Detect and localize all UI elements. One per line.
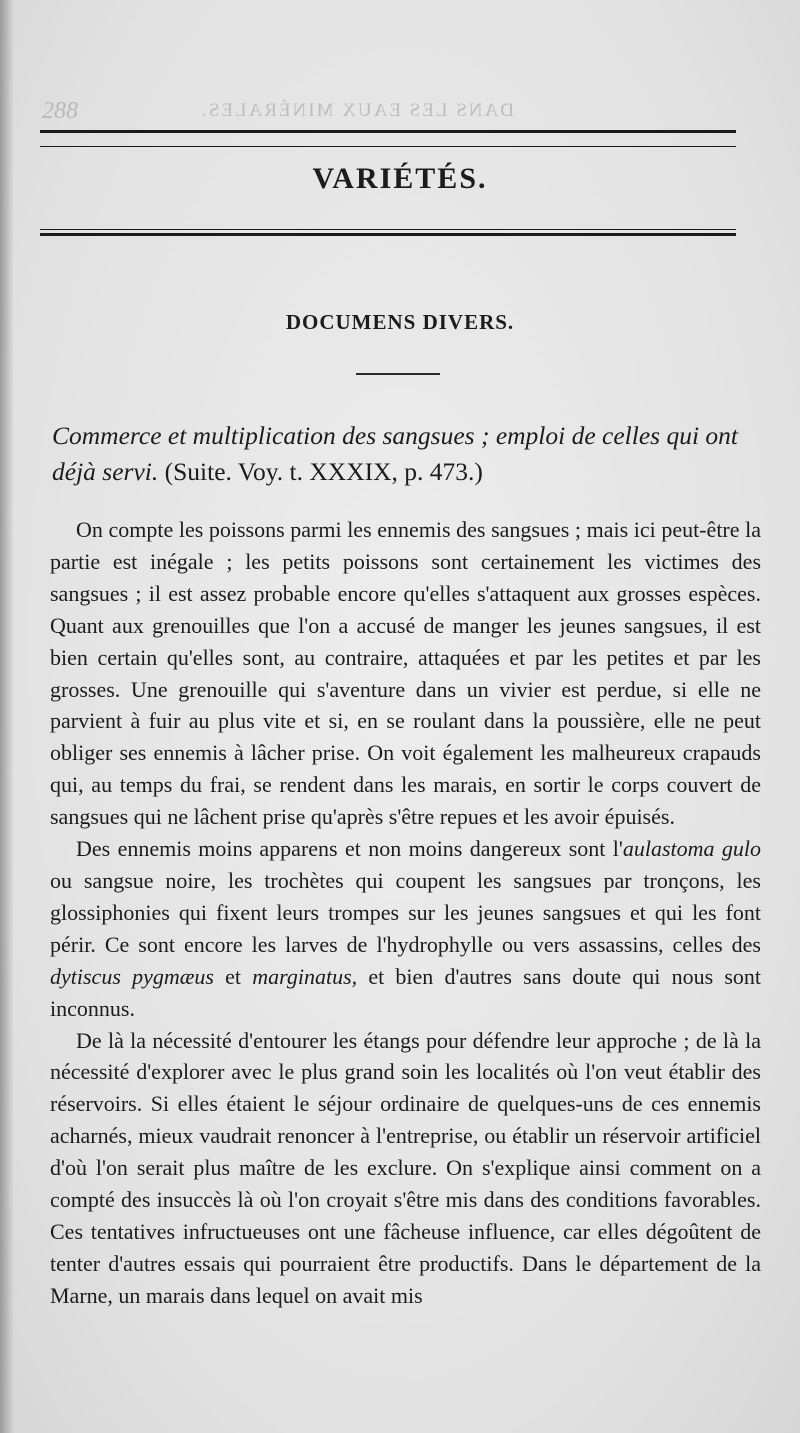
- article-title-italic: Commerce et multiplication des sangsues ; emploi de celles qui ont déjà servi.: [52, 421, 739, 486]
- paragraph-1-text: On compte les poissons parmi les ennemis des sangsues ; mais ici peut-être la partie est inégale ; les petits poissons sont certainement les victimes des sangsues ; il est assez probable encore qu'elles s'attaquent aux grosses espèces. Quant aux grenouilles que l'on a accusé de manger les jeunes sangsues, il est bien certain qu'elles sont, au contraire, attaquées et par les petites et par les grosses. Une grenouille qui s'aventure dans un vivier est perdue, si elle ne parvient à fuir au plus vite et si, en se roulant dans la poussière, elle ne peut obliger ses ennemis à lâcher prise. On voit également les malheureux crapauds qui, au temps du frai, se rendent dans les marais, en sortir le corps couvert de sangsues qui ne lâchent prise qu'après s'être repues et les avoir épuisés.: [50, 517, 761, 830]
- page-edge-shadow: [0, 0, 14, 1433]
- subsection-title: DOCUMENS DIVERS.: [285, 310, 515, 334]
- species-aulastoma: aulastoma gulo: [622, 836, 761, 862]
- page-number: 288: [42, 98, 78, 124]
- paragraph-3: [50, 1025, 761, 1312]
- article-body: [50, 514, 761, 1312]
- paragraph-2: [50, 833, 761, 1024]
- article-title-reference: (Suite. Voy. t. XXXIX, p. 473.): [158, 457, 483, 486]
- subsection-divider: [356, 373, 440, 375]
- bleed-through-text: DANS LES EAUX MINÉRALES.: [200, 100, 514, 121]
- paragraph-2-text-b: ou sangsue noire, les trochètes qui coupent les sangsues par tronçons, les glossiphonies qui fixent leurs trompes sur les jeunes sangsues et qui les font périr. Ce sont encore les larves de l'hydrophylle ou vers assassins, celles des: [50, 867, 761, 957]
- paragraph-2-text-c: et: [213, 963, 253, 989]
- article-title: [52, 418, 760, 490]
- paragraph-2-text-a: Des ennemis moins apparens et non moins dangereux sont l': [76, 836, 623, 862]
- paragraph-1: [50, 514, 761, 833]
- header-rule-thick: [40, 130, 736, 133]
- species-dytiscus: dytiscus pygmæus: [50, 963, 214, 989]
- section-rule-thick: [40, 233, 736, 236]
- paragraph-2-text-d: et bien d'autres sans doute qui nous sont inconnus.: [50, 963, 761, 1021]
- header-rule-thin: [40, 146, 736, 147]
- paragraph-3-text: De là la nécessité d'entourer les étangs pour défendre leur approche ; de là la nécessité d'explorer avec le plus grand soin les localités où l'on veut établir des réservoirs. Si elles étaient le séjour ordinaire de quelques-uns de ces ennemis acharnés, mieux vaudrait renoncer à l'entreprise, ou établir un réservoir artificiel d'où l'on serait plus maître de les exclure. On s'explique ainsi comment on a compté des insuccès là où l'on croyait s'être mis dans des conditions favorables. Ces tentatives infructueuses ont une fâcheuse influence, car elles dégoûtent de tenter d'autres essais qui pourraient être productifs. Dans le département de la Marne, un marais dans lequel on avait mis: [50, 1027, 761, 1308]
- species-marginatus: marginatus,: [252, 963, 358, 989]
- section-rule-thin: [40, 229, 736, 230]
- section-title: VARIÉTÉS.: [312, 162, 488, 195]
